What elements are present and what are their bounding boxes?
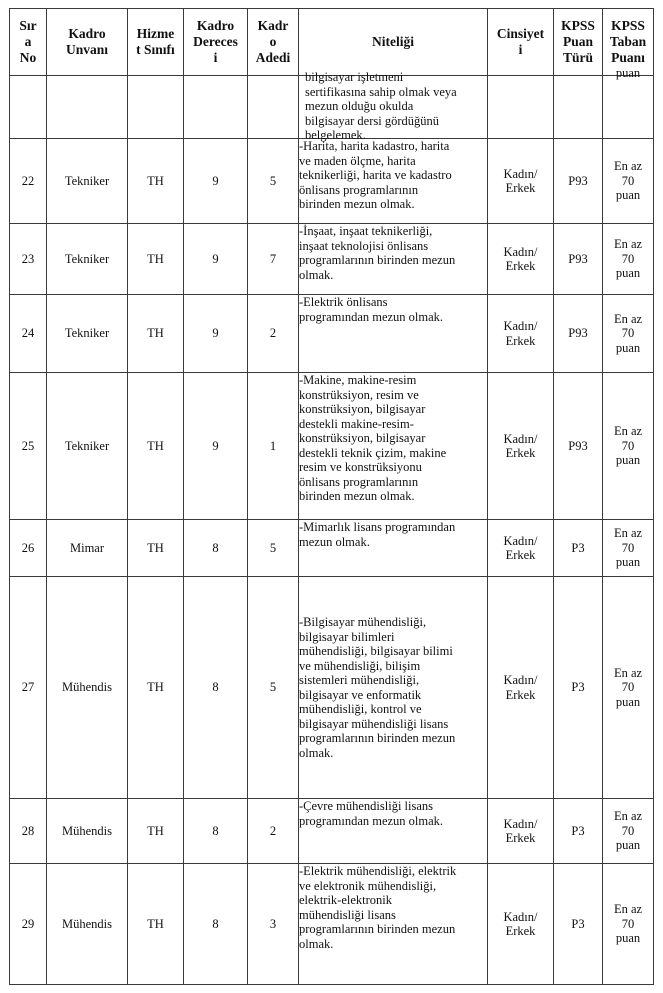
cell-kadro-unvani: Mühendis [47, 799, 128, 864]
cell-kadro-derecesi: 9 [184, 295, 248, 373]
table-row [10, 139, 654, 224]
cell-kpss-taban-puani: En az 70 puan [603, 520, 654, 577]
cell-niteligi: -Elektrik önlisans programından mezun olmak. [299, 295, 488, 373]
table-row-continued [10, 76, 654, 139]
cell-niteligi: -Mimarlık lisans programından mezun olmak. [299, 520, 488, 577]
cell-kadro-derecesi: 9 [184, 224, 248, 295]
cell-cinsiyeti: Kadın/ Erkek [488, 577, 554, 799]
header-kadro-adedi: Kadr o Adedi [248, 9, 299, 76]
cell-kadro-derecesi: 8 [184, 799, 248, 864]
cell-kadro-unvani: Tekniker [47, 224, 128, 295]
cell-cinsiyeti: Kadın/ Erkek [488, 139, 554, 224]
header-hizmet-sinifi: Hizme t Sınıfı [128, 9, 184, 76]
cell-niteligi: -Çevre mühendisliği lisans programından mezun olmak. [299, 799, 488, 864]
niteligi-continued-text: bilgisayar işletmeni sertifikasına sahip olmak veya mezun olduğu okulda bilgisayar dersi gördüğünü belgelemek. [305, 70, 457, 142]
table-row [10, 373, 654, 520]
header-kadro-derecesi: Kadro Dereces i [184, 9, 248, 76]
header-niteligi: Niteliği [299, 9, 488, 76]
cell-empty [248, 76, 299, 139]
taban-puan-continued-text: puan [615, 66, 641, 80]
cell-kpss-taban-puani: En az 70 puan [603, 864, 654, 985]
table-row [10, 224, 654, 295]
cell-kadro-derecesi: 9 [184, 139, 248, 224]
cell-sira-no: 22 [10, 139, 47, 224]
header-kpss-puan-turu: KPSS Puan Türü [554, 9, 603, 76]
cell-kadro-unvani: Mühendis [47, 864, 128, 985]
cell-sira-no: 26 [10, 520, 47, 577]
cell-hizmet-sinifi: TH [128, 520, 184, 577]
cell-niteligi-continued [299, 70, 488, 142]
cell-kadro-adedi: 5 [248, 577, 299, 799]
cell-niteligi: -Bilgisayar mühendisliği, bilgisayar bilimleri mühendisliği, bilgisayar bilimi ve mühendisliği, bilişim sistemleri mühendisliği, bilgisayar ve enformatik mühendisliği, kontrol ve bilgisayar mühendisliği lisans programlarının birinden mezun olmak. [299, 577, 488, 799]
cell-kadro-adedi: 2 [248, 799, 299, 864]
cell-cinsiyeti: Kadın/ Erkek [488, 520, 554, 577]
cell-kpss-puan-turu: P93 [554, 295, 603, 373]
cell-empty [184, 76, 248, 139]
cell-kpss-taban-puani: En az 70 puan [603, 295, 654, 373]
cell-kpss-puan-turu: P3 [554, 577, 603, 799]
cell-sira-no: 29 [10, 864, 47, 985]
cell-hizmet-sinifi: TH [128, 224, 184, 295]
header-cinsiyeti: Cinsiyet i [488, 9, 554, 76]
header-kpss-taban-puani: KPSS Taban Puanı [603, 9, 654, 76]
table-row [10, 295, 654, 373]
cell-cinsiyeti: Kadın/ Erkek [488, 799, 554, 864]
cell-hizmet-sinifi: TH [128, 864, 184, 985]
staff-positions-table [9, 8, 654, 985]
header-kadro-unvani: Kadro Unvanı [47, 9, 128, 76]
cell-hizmet-sinifi: TH [128, 295, 184, 373]
cell-cinsiyeti: Kadın/ Erkek [488, 373, 554, 520]
cell-empty [554, 76, 603, 139]
cell-kpss-taban-puani: En az 70 puan [603, 373, 654, 520]
cell-kadro-unvani: Mimar [47, 520, 128, 577]
cell-taban-puan-continued [603, 66, 654, 139]
cell-kpss-puan-turu: P93 [554, 139, 603, 224]
cell-kpss-taban-puani: En az 70 puan [603, 577, 654, 799]
cell-sira-no: 28 [10, 799, 47, 864]
cell-kadro-unvani: Mühendis [47, 577, 128, 799]
cell-kadro-derecesi: 8 [184, 864, 248, 985]
cell-hizmet-sinifi: TH [128, 139, 184, 224]
cell-sira-no: 24 [10, 295, 47, 373]
cell-sira-no: 23 [10, 224, 47, 295]
cell-niteligi: -Harita, harita kadastro, harita ve maden ölçme, harita teknikerliği, harita ve kadastro önlisans programlarının birinden mezun olmak. [299, 139, 488, 224]
cell-kadro-adedi: 1 [248, 373, 299, 520]
cell-kadro-unvani: Tekniker [47, 373, 128, 520]
cell-hizmet-sinifi: TH [128, 577, 184, 799]
cell-kpss-puan-turu: P3 [554, 864, 603, 985]
cell-niteligi: -İnşaat, inşaat teknikerliği, inşaat teknolojisi önlisans programlarının birinden mezun olmak. [299, 224, 488, 295]
cell-kadro-adedi: 3 [248, 864, 299, 985]
cell-kadro-adedi: 2 [248, 295, 299, 373]
cell-empty [128, 76, 184, 139]
cell-empty [10, 76, 47, 139]
cell-kpss-taban-puani: En az 70 puan [603, 224, 654, 295]
cell-kpss-puan-turu: P93 [554, 224, 603, 295]
cell-kpss-puan-turu: P3 [554, 799, 603, 864]
cell-kadro-adedi: 5 [248, 139, 299, 224]
cell-kpss-taban-puani: En az 70 puan [603, 799, 654, 864]
cell-empty [488, 76, 554, 139]
cell-cinsiyeti: Kadın/ Erkek [488, 224, 554, 295]
header-sira-no: Sır a No [10, 9, 47, 76]
cell-sira-no: 27 [10, 577, 47, 799]
table-row [10, 864, 654, 985]
cell-hizmet-sinifi: TH [128, 373, 184, 520]
cell-kadro-adedi: 5 [248, 520, 299, 577]
cell-empty [47, 76, 128, 139]
cell-kadro-unvani: Tekniker [47, 139, 128, 224]
cell-kpss-puan-turu: P93 [554, 373, 603, 520]
cell-cinsiyeti: Kadın/ Erkek [488, 295, 554, 373]
cell-niteligi: -Makine, makine-resim konstrüksiyon, resim ve konstrüksiyon, bilgisayar destekli makine-resim- konstrüksiyon, bilgisayar destekli teknik çizim, makine resim ve konstrüksiyonu önlisans programlarının birinden mezun olmak. [299, 373, 488, 520]
table-header-row [10, 9, 654, 76]
cell-niteligi: -Elektrik mühendisliği, elektrik ve elektronik mühendisliği, elektrik-elektronik mühendisliği lisans programlarının birinden mezun olmak. [299, 864, 488, 985]
table-row [10, 577, 654, 799]
cell-sira-no: 25 [10, 373, 47, 520]
cell-kadro-derecesi: 8 [184, 520, 248, 577]
cell-kadro-derecesi: 8 [184, 577, 248, 799]
table-row [10, 520, 654, 577]
cell-kadro-unvani: Tekniker [47, 295, 128, 373]
cell-kadro-adedi: 7 [248, 224, 299, 295]
cell-kpss-puan-turu: P3 [554, 520, 603, 577]
cell-kpss-taban-puani: En az 70 puan [603, 139, 654, 224]
table-row [10, 799, 654, 864]
cell-cinsiyeti: Kadın/ Erkek [488, 864, 554, 985]
cell-hizmet-sinifi: TH [128, 799, 184, 864]
cell-kadro-derecesi: 9 [184, 373, 248, 520]
